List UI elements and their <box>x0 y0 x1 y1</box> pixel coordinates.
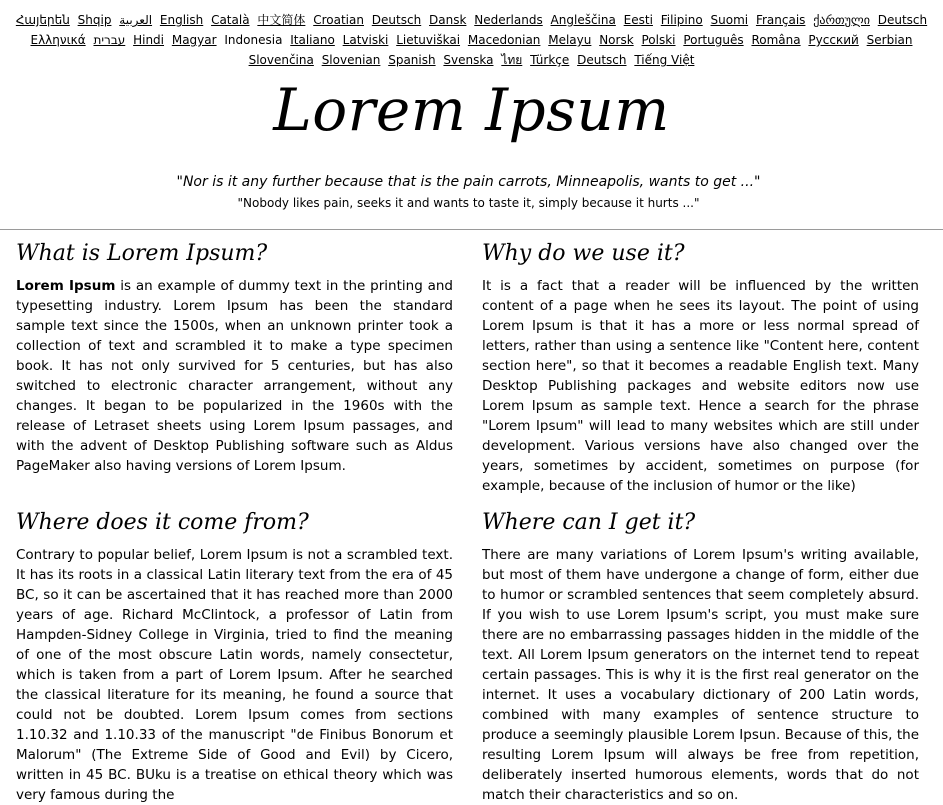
section-body-text: is an example of dummy text in the printing and typesetting industry. Lorem Ipsum has been the standard sample text since the 1500s, when an unknown printer took a collection of text and scrambled it to make a type specimen book. It has not only survived for 5 centuries, but has also switched to electronic character arrangement, without any changes. It began to be popularized in the 1960s with the release of Letraset sheets using Lorem Ipsum passages, and with the advent of Desktop Publishing software such as Aldus PageMaker also having versions of Lorem Ipsum. <box>16 278 453 474</box>
language-link[interactable]: Ελληνικά <box>30 33 86 47</box>
section-heading: Where does it come from? <box>16 510 309 535</box>
language-link[interactable]: Norsk <box>599 33 634 47</box>
language-link[interactable]: English <box>159 13 204 27</box>
language-link[interactable]: Latviski <box>342 33 389 47</box>
language-link[interactable]: Magyar <box>171 33 217 47</box>
language-link[interactable]: Româna <box>751 33 801 47</box>
section-where-does-it-come-from <box>16 509 453 805</box>
language-link[interactable]: 中文简体 <box>257 13 306 27</box>
section-body: It is a fact that a reader will be influenced by the written content of a page when he sees its layout. The point of using Lorem Ipsum is that it has a more or less normal spread of letters, rather than using a sentence like "Content here, content section here", so that it becomes a readable English text. Many Desktop Publishing packages and website editors now use Lorem Ipsum as sample text. Hence a search for the phrase "Lorem Ipsum" will lead to many websites which are still under development. Various versions have also changed over the years, sometimes by accident, sometimes on purpose (for example, because of the inclusion of humor or the like) <box>482 278 919 494</box>
page-title: Lorem Ipsum <box>273 76 670 144</box>
header-divider <box>0 229 943 230</box>
language-link[interactable]: Croatian <box>313 13 364 27</box>
language-link[interactable]: Français <box>755 13 806 27</box>
lorem-ipsum-bold: Lorem Ipsum <box>16 278 116 294</box>
language-link[interactable]: Spanish <box>388 53 436 67</box>
section-body: There are many variations of Lorem Ipsum's writing available, but most of them have undergone a change of form, either due to humor or scrambled sentences that seem completely absurd. If you wish to use Lorem Ipsum's script, you must make sure there are no embarrassing passages hidden in the middle of the text. All Lorem Ipsum generators on the internet tend to repeat certain passages. This is why it is the first real generator on the internet. It uses a vocabulary dictionary of 200 Latin words, combined with many examples of sentence structure to produce a seemingly plausible Lorem Ipsun. Because of this, the resulting Lorem Ipsum will always be free from repetition, deliberately inserted humorous elements, words that do not match their characteristics and so on. <box>482 547 919 803</box>
language-link[interactable]: Nederlands <box>474 13 543 27</box>
section-body: Contrary to popular belief, Lorem Ipsum is not a scrambled text. It has its roots in a classical Latin literary text from the era of 45 BC, so it can be ascertained that it has reached more than 2000 years of age. Richard McClintock, a professor of Latin from Hampden-Sidney College in Virginia, tried to find the meaning of one of the most obscure Latin words, namely consectetur, which is taken from a part of Lorem Ipsum. After he searched the classical literature for its meaning, he found a source that could not be doubted. Lorem Ipsum comes from sections 1.10.32 and 1.10.33 of the manuscript "de Finibus Bonorum et Malorum" (The Extreme Side of Good and Evil) by Cicero, written in 45 BC. BUku is a treatise on ethical theory which was very famous during the <box>16 547 453 803</box>
language-link[interactable]: Shqip <box>77 13 112 27</box>
section-what-is-lorem-ipsum <box>16 240 453 476</box>
language-link[interactable]: Serbian <box>866 33 913 47</box>
language-link[interactable]: العربية <box>119 13 153 27</box>
language-link[interactable]: Hindi <box>133 33 165 47</box>
language-link[interactable]: Deutsch <box>371 13 422 27</box>
language-link[interactable]: Pyccкий <box>808 33 859 47</box>
language-link[interactable]: Lietuviškai <box>396 33 461 47</box>
language-link[interactable]: Հայերեն <box>15 13 70 27</box>
language-link[interactable]: Italiano <box>290 33 335 47</box>
language-link[interactable]: Macedonian <box>467 33 541 47</box>
latin-quote: "Nor is it any further because that is the pain carrots, Minneapolis, wants to get ..." <box>176 174 761 190</box>
language-link[interactable]: Català <box>211 13 250 27</box>
language-link[interactable]: Dansk <box>429 13 467 27</box>
section-heading: Why do we use it? <box>482 241 685 266</box>
section-where-can-i-get-it <box>482 509 919 805</box>
language-current: Indonesia <box>224 33 283 47</box>
language-link[interactable]: Slovenčina <box>248 53 314 67</box>
language-link[interactable]: ไทย <box>501 53 523 67</box>
language-link[interactable]: ქართული <box>813 13 870 27</box>
section-body <box>16 276 453 476</box>
language-link[interactable]: Suomi <box>710 13 749 27</box>
language-link[interactable]: Deutsch <box>877 13 928 27</box>
english-quote: "Nobody likes pain, seeks it and wants to taste it, simply because it hurts ..." <box>237 196 700 210</box>
language-link[interactable]: Svenska <box>443 53 494 67</box>
language-link[interactable]: Tiếng Việt <box>634 53 695 67</box>
section-heading: Where can I get it? <box>482 510 696 535</box>
language-link[interactable]: עברית <box>93 33 126 47</box>
section-heading: What is Lorem Ipsum? <box>16 241 268 266</box>
language-link[interactable]: Deutsch <box>577 53 627 67</box>
language-bar <box>12 10 931 70</box>
section-why-use-it <box>482 240 919 496</box>
language-link[interactable]: Melayu <box>548 33 592 47</box>
language-link[interactable]: Português <box>683 33 744 47</box>
language-link[interactable]: Polski <box>641 33 676 47</box>
language-link[interactable]: Angleščina <box>550 13 616 27</box>
language-link[interactable]: Türkçe <box>530 53 570 67</box>
language-link[interactable]: Eesti <box>623 13 653 27</box>
language-link[interactable]: Filipino <box>660 13 703 27</box>
language-link[interactable]: Slovenian <box>321 53 381 67</box>
